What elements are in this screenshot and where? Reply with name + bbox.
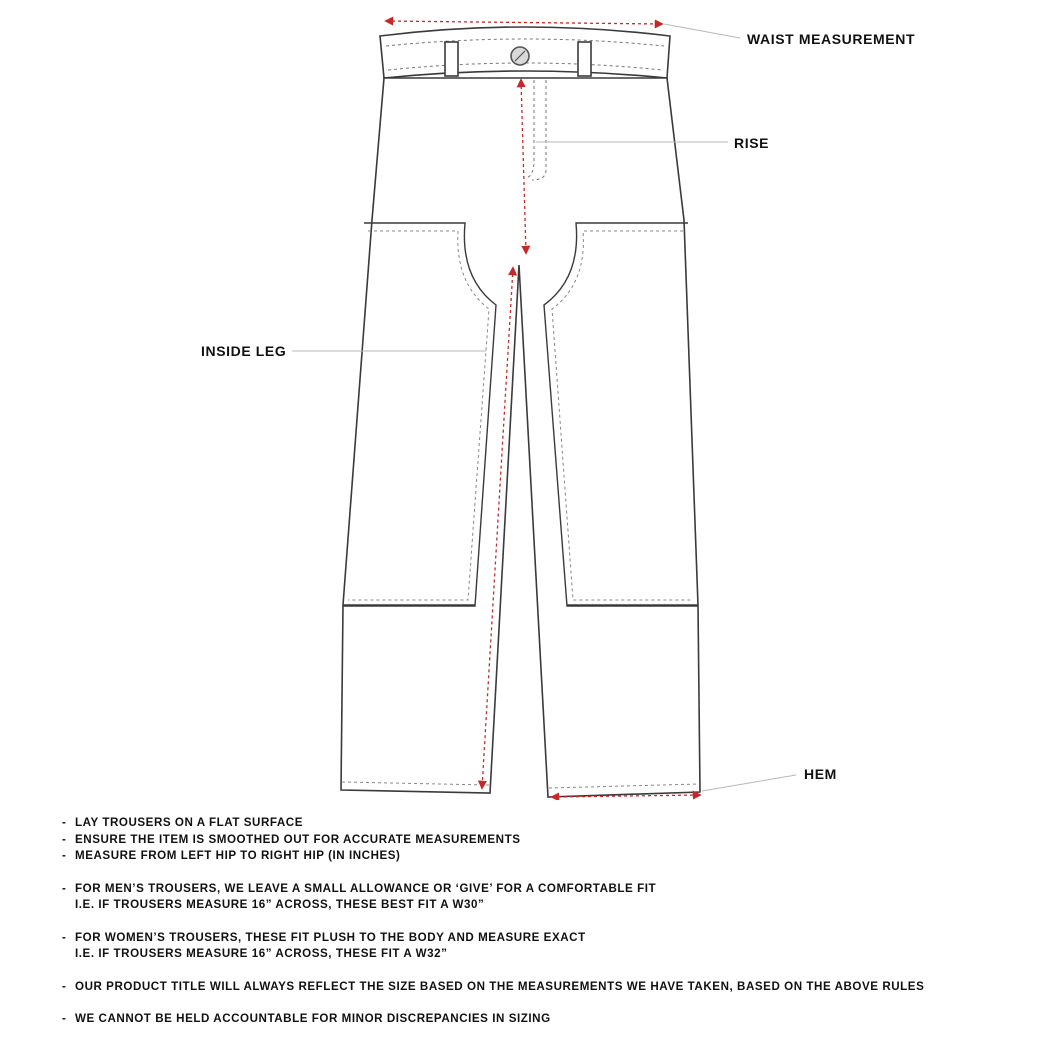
belt-loop-right	[578, 42, 591, 76]
note-subline: I.E. IF TROUSERS MEASURE 16” ACROSS, THESE FIT A W32”	[75, 947, 448, 960]
rise-label: RISE	[734, 135, 770, 151]
note-item: - LAY TROUSERS ON A FLAT SURFACE	[62, 816, 303, 829]
inside-leg-label: INSIDE LEG	[201, 343, 287, 359]
note-item: - ENSURE THE ITEM IS SMOOTHED OUT FOR ACCURATE MEASUREMENTS	[62, 832, 521, 846]
waist-arrow	[386, 21, 662, 24]
note-subline: I.E. IF TROUSERS MEASURE 16” ACROSS, THESE BEST FIT A W30”	[75, 898, 485, 911]
note-item: - FOR WOMEN’S TROUSERS, THESE FIT PLUSH TO THE BODY AND MEASURE EXACT	[62, 930, 586, 944]
note-item: - WE CANNOT BE HELD ACCOUNTABLE FOR MINOR DISCREPANCIES IN SIZING	[62, 1012, 551, 1025]
note-item: - MEASURE FROM LEFT HIP TO RIGHT HIP (IN INCHES)	[62, 849, 401, 862]
measurement-notes	[62, 815, 1022, 1028]
waist-measurement-label: WAIST MEASUREMENT	[747, 31, 916, 47]
trousers-body	[341, 78, 700, 797]
note-item: - OUR PRODUCT TITLE WILL ALWAYS REFLECT THE SIZE BASED ON THE MEASUREMENTS WE HAVE TAKEN, BASED ON THE ABOVE RULES	[62, 979, 925, 993]
belt-loop-left	[445, 42, 458, 76]
hem-label: HEM	[804, 766, 837, 782]
note-item: - FOR MEN’S TROUSERS, WE LEAVE A SMALL ALLOWANCE OR ‘GIVE’ FOR A COMFORTABLE FIT	[62, 881, 657, 895]
